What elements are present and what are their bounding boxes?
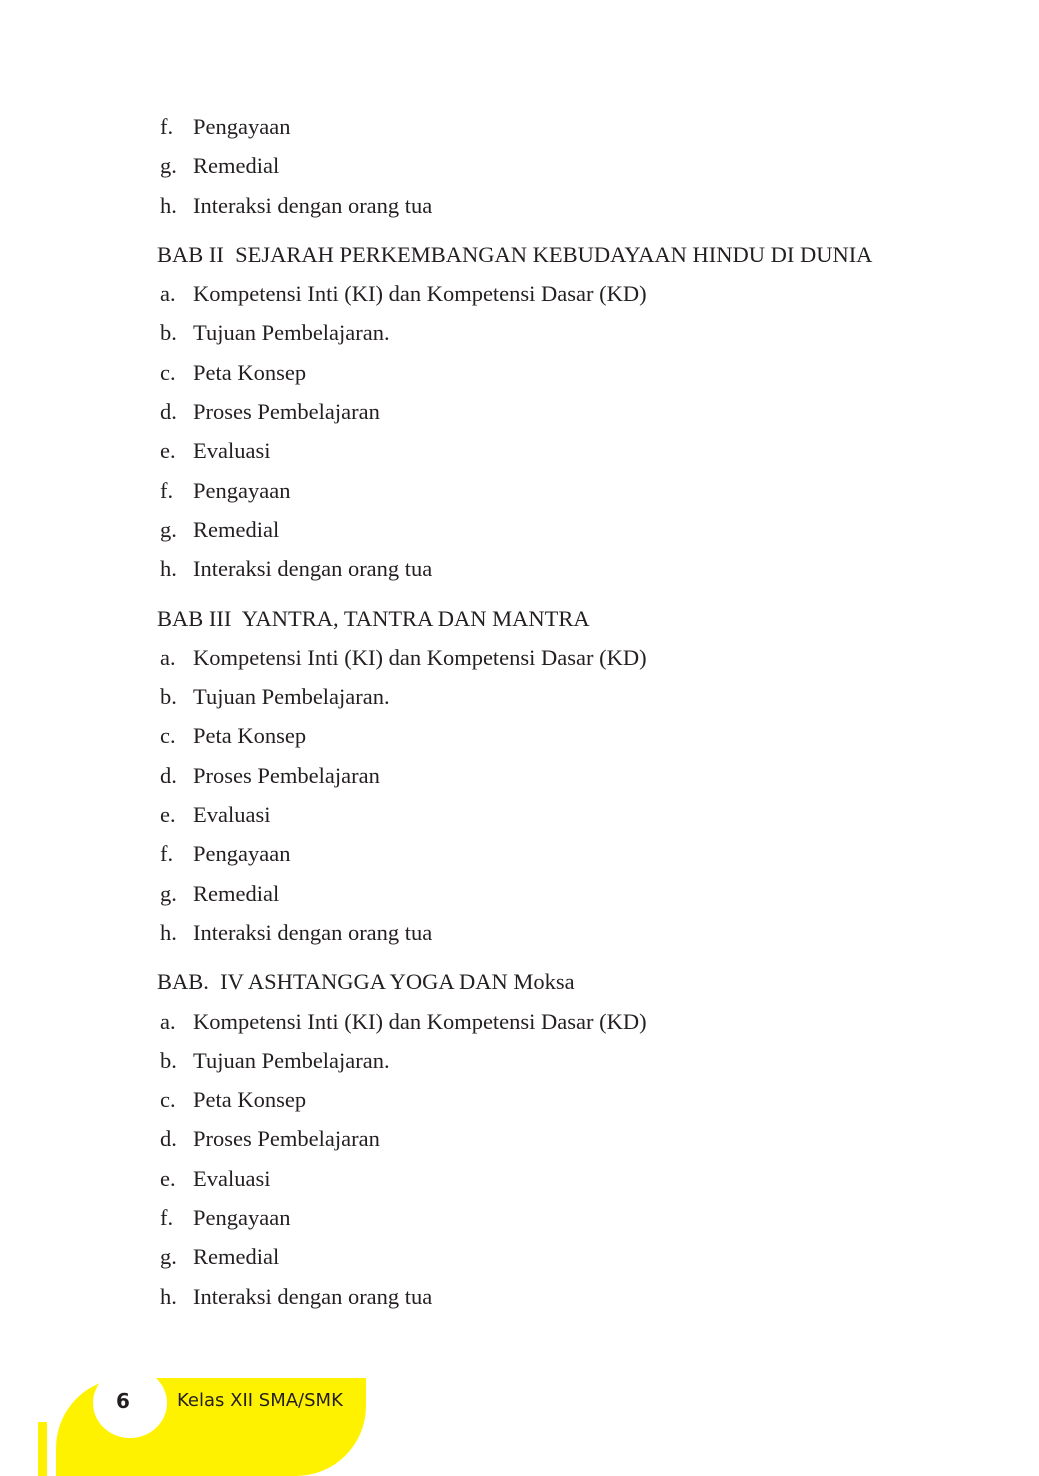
- list-item: [157, 795, 957, 834]
- list-item: [157, 1198, 957, 1237]
- chapter-heading: BAB II SEJARAH PERKEMBANGAN KEBUDAYAAN HINDU DI DUNIA: [157, 241, 873, 267]
- list-item: [157, 392, 957, 431]
- item-letter: g.: [160, 1244, 177, 1270]
- item-letter: g.: [160, 880, 177, 906]
- list-item: [157, 431, 957, 470]
- list-item: [157, 716, 957, 755]
- chapter-section: [157, 235, 957, 589]
- item-text: Kompetensi Inti (KI) dan Kompetensi Dasar (KD): [193, 644, 647, 670]
- chapter-section: [157, 962, 957, 1316]
- item-text: Interaksi dengan orang tua: [193, 556, 433, 582]
- list-item: [157, 1080, 957, 1119]
- item-text: Pengayaan: [193, 477, 291, 503]
- list-item: [157, 510, 957, 549]
- item-text: Tujuan Pembelajaran.: [193, 684, 390, 710]
- list-item: [157, 638, 957, 677]
- item-text: Proses Pembelajaran: [193, 399, 380, 425]
- page-number: 6: [116, 1389, 130, 1413]
- intro-list: [157, 107, 957, 225]
- item-letter: e.: [160, 1165, 176, 1191]
- list-item: [157, 186, 957, 225]
- list-item: [157, 313, 957, 352]
- item-text: Peta Konsep: [193, 359, 307, 385]
- item-letter: e.: [160, 438, 176, 464]
- item-text: Peta Konsep: [193, 1087, 307, 1113]
- item-text: Evaluasi: [193, 1165, 271, 1191]
- item-text: Evaluasi: [193, 802, 271, 828]
- item-letter: a.: [160, 281, 176, 307]
- item-text: Proses Pembelajaran: [193, 762, 380, 788]
- list-item: [157, 1159, 957, 1198]
- list-item: [157, 1277, 957, 1316]
- item-letter: f.: [160, 841, 174, 867]
- list-item: [157, 471, 957, 510]
- item-letter: e.: [160, 802, 176, 828]
- list-item: [157, 107, 957, 146]
- item-text: Kompetensi Inti (KI) dan Kompetensi Dasar (KD): [193, 1008, 647, 1034]
- list-item: [157, 1002, 957, 1041]
- list-item: [157, 834, 957, 873]
- item-letter: c.: [160, 1087, 176, 1113]
- list-item: [157, 1119, 957, 1158]
- item-text: Kompetensi Inti (KI) dan Kompetensi Dasar (KD): [193, 281, 647, 307]
- chapter-heading: BAB III YANTRA, TANTRA DAN MANTRA: [157, 605, 590, 631]
- item-letter: g.: [160, 516, 177, 542]
- list-item: [157, 146, 957, 185]
- list-item: [157, 756, 957, 795]
- item-letter: f.: [160, 114, 174, 139]
- item-letter: f.: [160, 1205, 174, 1231]
- item-text: Pengayaan: [193, 114, 291, 139]
- item-text: Interaksi dengan orang tua: [193, 1283, 433, 1309]
- footer-stripe: [38, 1422, 47, 1476]
- chapter-section: [157, 599, 957, 953]
- item-letter: h.: [160, 556, 177, 582]
- item-letter: g.: [160, 153, 177, 179]
- item-letter: a.: [160, 644, 176, 670]
- item-text: Tujuan Pembelajaran.: [193, 1047, 390, 1073]
- item-letter: f.: [160, 477, 174, 503]
- item-text: Peta Konsep: [193, 723, 307, 749]
- item-text: Pengayaan: [193, 1205, 291, 1231]
- list-item: [157, 677, 957, 716]
- list-item: [157, 353, 957, 392]
- list-item: [157, 549, 957, 588]
- list-item: [157, 274, 957, 313]
- item-text: Proses Pembelajaran: [193, 1126, 380, 1152]
- item-text: Remedial: [193, 516, 280, 542]
- chapter-heading: BAB. IV ASHTANGGA YOGA DAN Moksa: [157, 969, 575, 995]
- list-item: [157, 1041, 957, 1080]
- item-letter: b.: [160, 1047, 177, 1073]
- item-letter: c.: [160, 723, 176, 749]
- item-letter: d.: [160, 399, 177, 425]
- item-text: Pengayaan: [193, 841, 291, 867]
- item-letter: c.: [160, 359, 176, 385]
- list-item: [157, 874, 957, 913]
- item-letter: a.: [160, 1008, 176, 1034]
- item-text: Remedial: [193, 880, 280, 906]
- item-text: Remedial: [193, 153, 280, 179]
- item-letter: h.: [160, 1283, 177, 1309]
- footer-label: Kelas XII SMA/SMK: [177, 1390, 343, 1411]
- item-text: Interaksi dengan orang tua: [193, 192, 433, 218]
- table-of-contents: [157, 107, 957, 1316]
- item-letter: d.: [160, 762, 177, 788]
- item-text: Remedial: [193, 1244, 280, 1270]
- item-letter: b.: [160, 684, 177, 710]
- item-text: Tujuan Pembelajaran.: [193, 320, 390, 346]
- item-letter: h.: [160, 192, 177, 218]
- item-letter: d.: [160, 1126, 177, 1152]
- item-letter: b.: [160, 320, 177, 346]
- item-letter: h.: [160, 919, 177, 945]
- item-text: Evaluasi: [193, 438, 271, 464]
- list-item: [157, 1237, 957, 1276]
- item-text: Interaksi dengan orang tua: [193, 919, 433, 945]
- list-item: [157, 913, 957, 952]
